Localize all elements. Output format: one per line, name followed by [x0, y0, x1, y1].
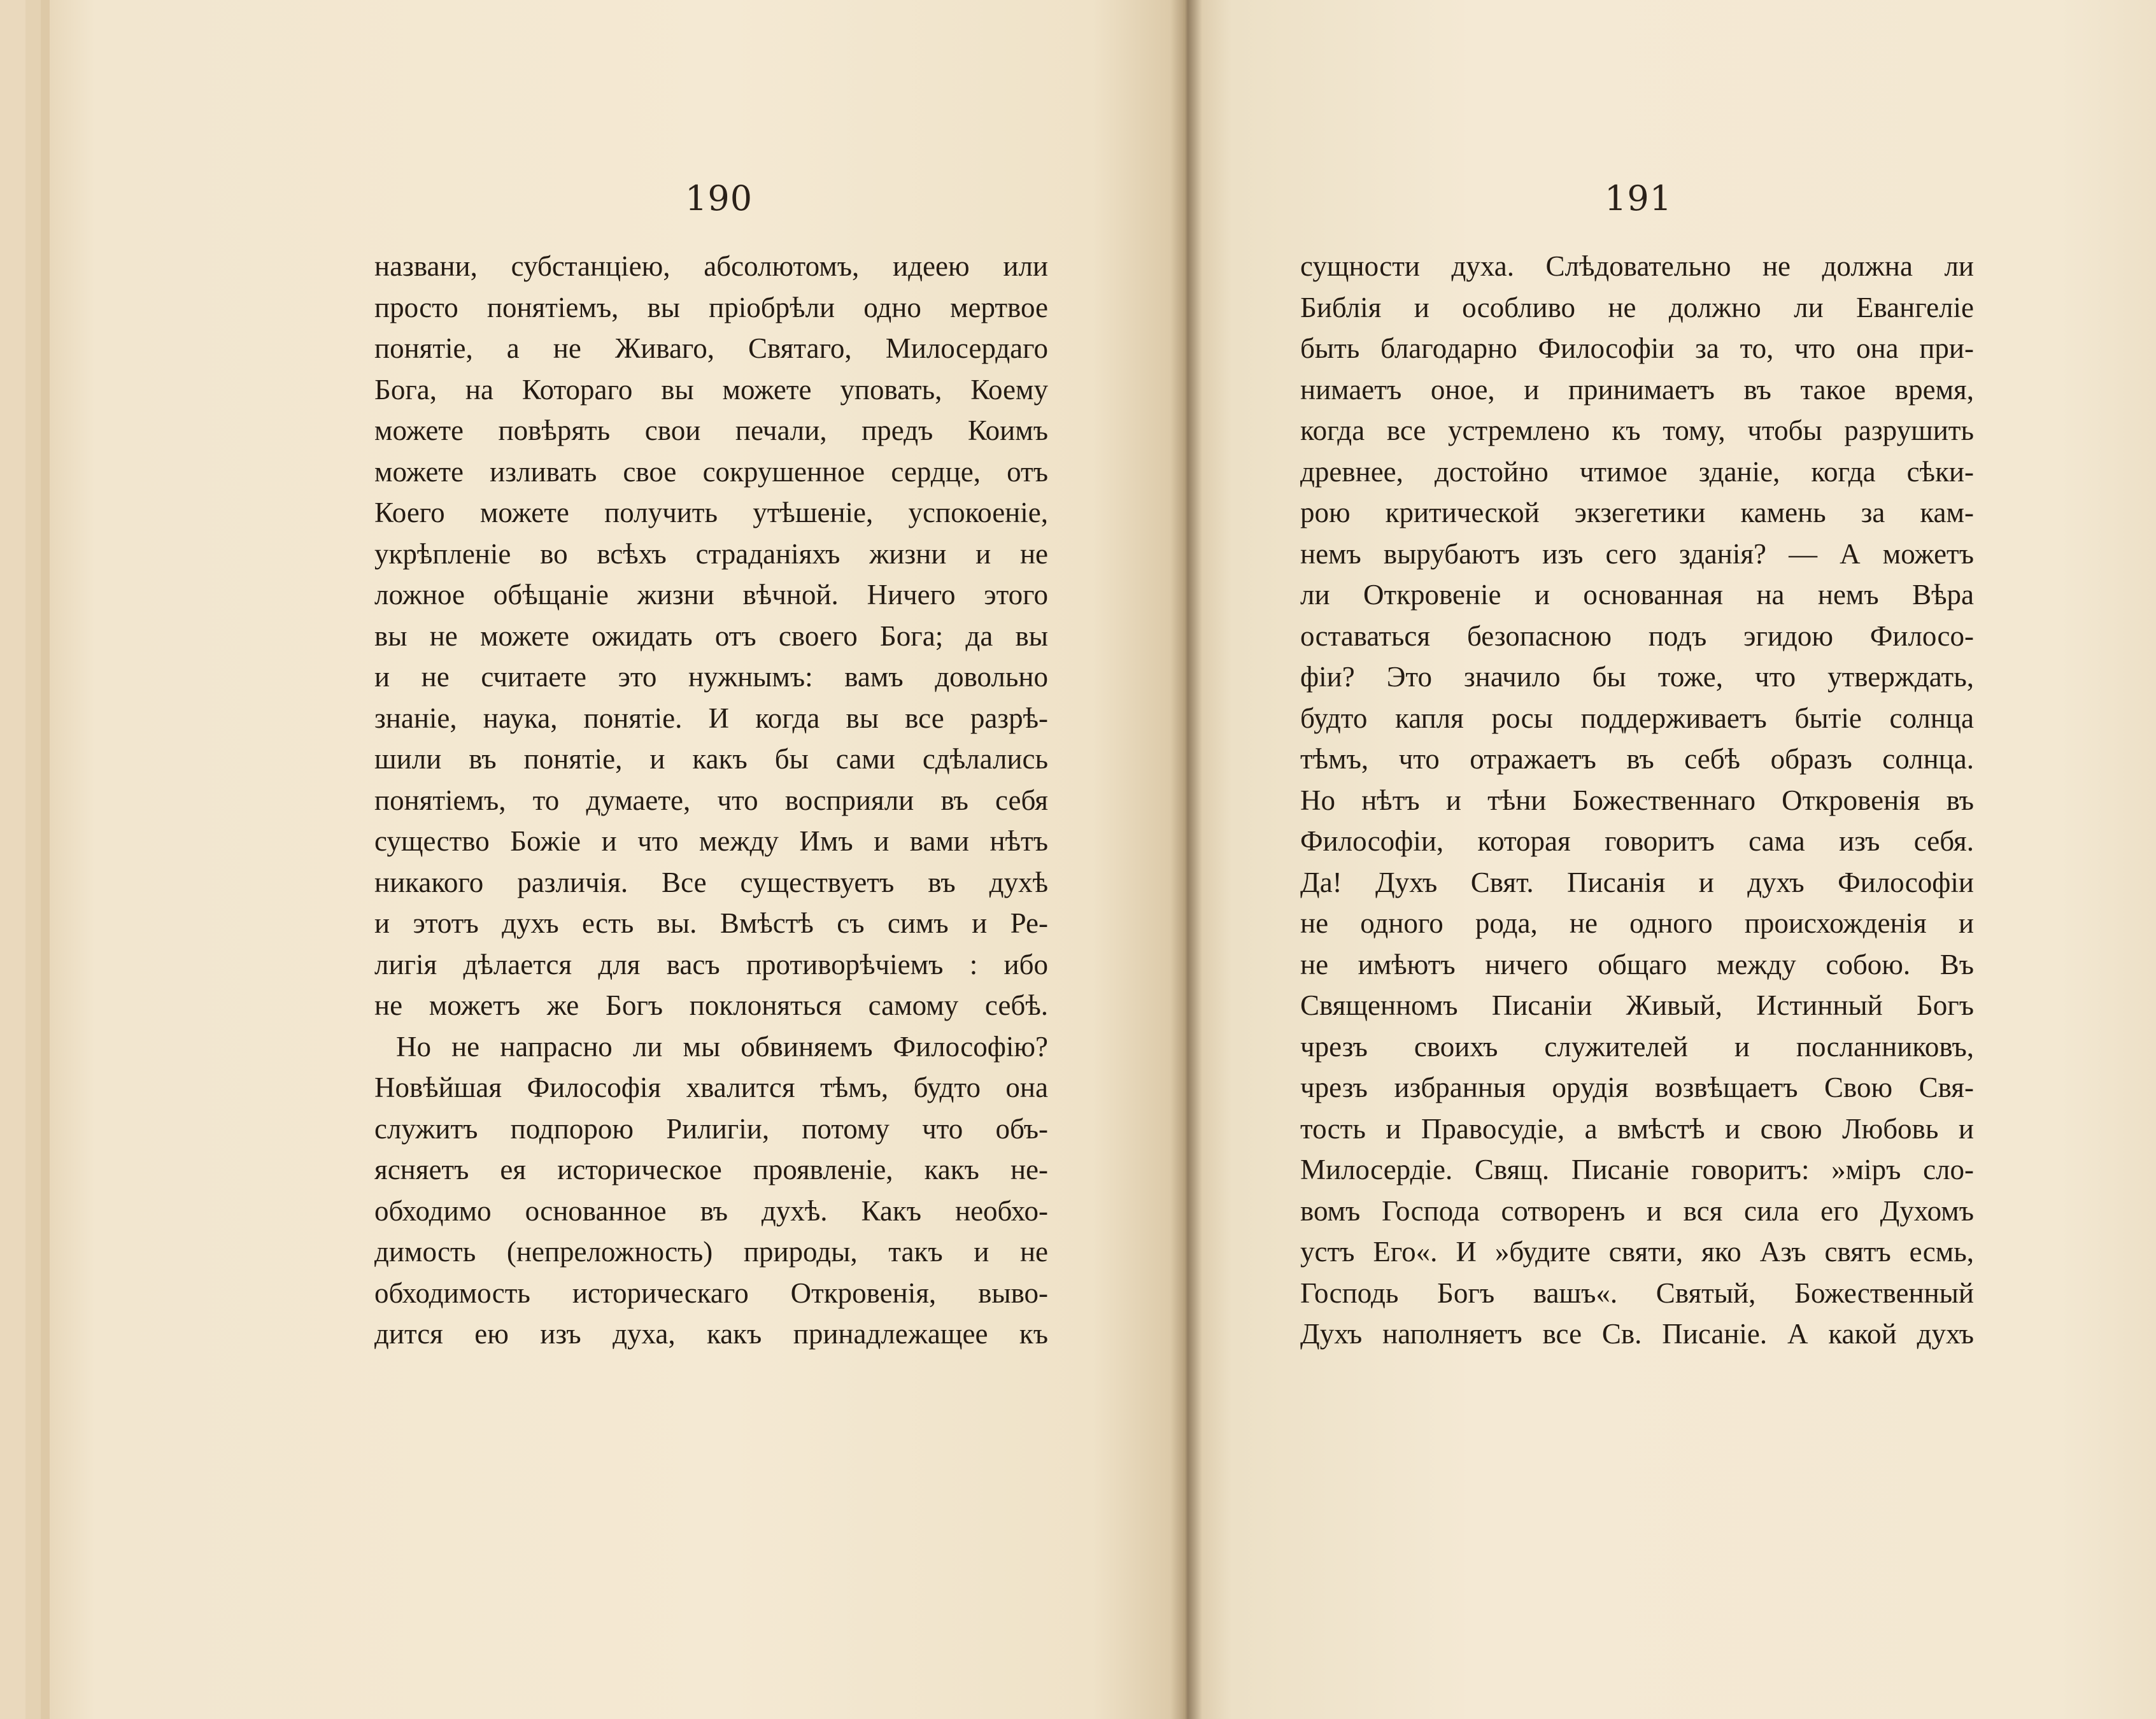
text-line: фіи? Это значило бы тоже, что утверждать, — [1300, 661, 1974, 693]
text-line: названи, субстанціею, абсолютомъ, идеею или — [374, 250, 1048, 282]
text-line: рою критической экзегетики камень за кам- — [1300, 497, 1974, 528]
left-page-number: 190 — [685, 178, 753, 218]
text-line: Но нѣтъ и тѣни Божественнаго Откровенія въ — [1300, 784, 1974, 816]
text-line: тѣмъ, что отражаетъ въ себѣ образъ солнца. — [1300, 743, 1974, 775]
text-line: Философіи, которая говоритъ сама изъ себя. — [1300, 825, 1974, 857]
text-line: служитъ подпорою Рилигіи, потому что объ- — [374, 1112, 1048, 1145]
text-line: тость и Правосудіе, а вмѣстѣ и свою Любовь и — [1300, 1112, 1974, 1145]
text-line: шили въ понятіе, и какъ бы сами сдѣлались — [374, 743, 1048, 775]
text-line: обходимо основанное въ духѣ. Какъ необхо- — [374, 1194, 1048, 1227]
text-line: Священномъ Писаніи Живый, Истинный Богъ — [1300, 989, 1974, 1021]
text-line: просто понятіемъ, вы пріобрѣли одно мертвое — [374, 291, 1048, 323]
text-line: Библія и особливо не должно ли Евангеліе — [1300, 291, 1974, 323]
text-line: лигія дѣлается для васъ противорѣчіемъ : ибо — [374, 948, 1048, 980]
text-line: чрезъ избранныя орудія возвѣщаетъ Свою Свя- — [1300, 1072, 1974, 1103]
text-line: димость (непреложность) природы, такъ и не — [374, 1236, 1048, 1268]
book-gutter — [1170, 0, 1202, 1719]
text-line: дится ею изъ духа, какъ принадлежащее къ — [374, 1318, 1048, 1350]
text-line: устъ Его«. И »будите святи, яко Азъ святъ есмь, — [1300, 1236, 1974, 1268]
text-line: Бога, на Котораго вы можете уповать, Коему — [374, 373, 1048, 406]
text-line: Но не напрасно ли мы обвиняемъ Философію? — [396, 1030, 1048, 1063]
text-line: понятіе, а не Живаго, Святаго, Милосердаго — [374, 332, 1048, 364]
right-page-text — [1300, 246, 1974, 1355]
right-page-number: 191 — [1605, 178, 1673, 218]
text-line: и не считаете это нужнымъ: вамъ довольно — [374, 661, 1048, 693]
text-line: вы не можете ожидать отъ своего Бога; да вы — [374, 619, 1048, 652]
text-line: ясняетъ ея историческое проявленіе, какъ не- — [374, 1154, 1048, 1185]
text-line: можете повѣрять свои печали, предъ Коимъ — [374, 414, 1048, 446]
text-line: не можетъ же Богъ поклоняться самому себѣ. — [374, 989, 1048, 1021]
text-line: быть благодарно Философіи за то, что она при- — [1300, 332, 1974, 364]
text-line: обходимость историческаго Откровенія, выво- — [374, 1277, 1048, 1309]
text-line: вомъ Господа сотворенъ и вся сила его Духомъ — [1300, 1194, 1974, 1227]
text-line: ложное обѣщаніе жизни вѣчной. Ничего этого — [374, 579, 1048, 611]
text-line: не имѣютъ ничего общаго между собою. Въ — [1300, 948, 1974, 980]
text-line: Духъ наполняетъ все Св. Писаніе. А какой духъ — [1300, 1318, 1974, 1350]
text-line: существо Божіе и что между Имъ и вами нѣтъ — [374, 825, 1048, 857]
left-page-text — [374, 246, 1048, 1355]
text-line: Господь Богъ вашъ«. Святый, Божественный — [1300, 1277, 1974, 1309]
text-line: и этотъ духъ есть вы. Вмѣстѣ съ симъ и Ре- — [374, 907, 1048, 939]
text-line: Коего можете получить утѣшеніе, успокоеніе, — [374, 497, 1048, 528]
text-line: можете изливать свое сокрушенное сердце, отъ — [374, 455, 1048, 488]
text-line: ли Откровеніе и основанная на немъ Вѣра — [1300, 579, 1974, 611]
text-line: древнее, достойно чтимое зданіе, когда сѣки- — [1300, 455, 1974, 488]
text-line: укрѣпленіе во всѣхъ страданіяхъ жизни и не — [374, 537, 1048, 570]
text-line: Милосердіе. Свящ. Писаніе говоритъ: »міръ сло- — [1300, 1154, 1974, 1185]
text-line: будто капля росы поддерживаетъ бытіе солнца — [1300, 702, 1974, 734]
text-line: знаніе, наука, понятіе. И когда вы все разрѣ- — [374, 702, 1048, 734]
page-edge-stack — [0, 0, 27, 1719]
text-line: когда все устремлено къ тому, чтобы разрушить — [1300, 414, 1974, 446]
text-line: сущности духа. Слѣдовательно не должна ли — [1300, 250, 1974, 282]
text-line: не одного рода, не одного происхожденія и — [1300, 907, 1974, 939]
text-line: понятіемъ, то думаете, что восприяли въ себя — [374, 784, 1048, 816]
text-line: чрезъ своихъ служителей и посланниковъ, — [1300, 1030, 1974, 1063]
text-line: Да! Духъ Свят. Писанія и духъ Философіи — [1300, 866, 1974, 898]
text-line: немъ вырубаютъ изъ сего зданія? — А можетъ — [1300, 537, 1974, 570]
text-line: нимаетъ оное, и принимаетъ въ такое время, — [1300, 373, 1974, 406]
text-line: никакого различія. Все существуетъ въ духѣ — [374, 866, 1048, 898]
page-edge-stack — [25, 0, 42, 1719]
text-line: оставаться безопасною подъ эгидою Филосо- — [1300, 619, 1974, 652]
text-line: Новѣйшая Философія хвалится тѣмъ, будто она — [374, 1072, 1048, 1103]
